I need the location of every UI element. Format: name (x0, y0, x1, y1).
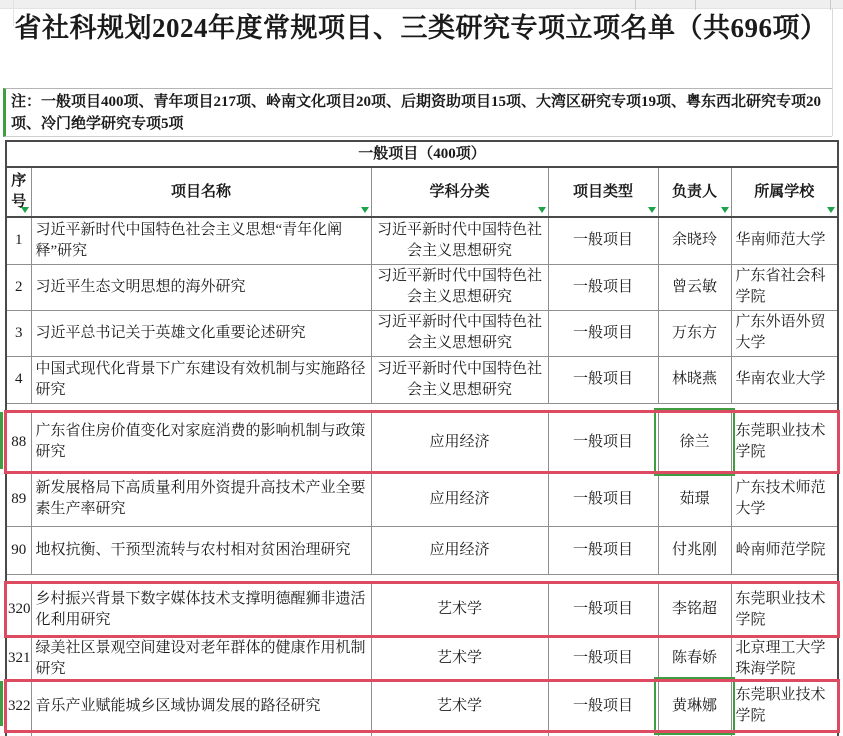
discipline: 应用经济 (371, 412, 548, 472)
leader-name: 黄琳娜 (658, 681, 731, 731)
row-number: 320 (6, 583, 31, 636)
project-name: 中国式现代化背景下广东建设有效机制与实施路径研究 (31, 356, 371, 403)
table-body (6, 217, 838, 736)
filter-dropdown-icon[interactable] (721, 207, 729, 213)
school-name: 华南师范大学 (731, 217, 838, 264)
discipline: 习近平新时代中国特色社会主义思想研究 (371, 310, 548, 356)
col-header-seq (6, 167, 31, 217)
col-header-label: 项目名称 (170, 183, 231, 200)
table-row (6, 264, 838, 310)
section-header-row (6, 141, 838, 167)
hidden-rows-gap (6, 574, 838, 583)
discipline: 习近平新时代中国特色社会主义思想研究 (371, 356, 548, 403)
leader-name: 陈春娇 (658, 636, 731, 681)
projects-table (5, 140, 839, 736)
row-number: 3 (6, 310, 31, 356)
project-type: 一般项目 (548, 681, 658, 731)
partial-bottom-cell (31, 731, 371, 736)
table-row (6, 526, 838, 574)
project-type: 一般项目 (548, 583, 658, 636)
discipline: 应用经济 (371, 472, 548, 526)
filter-dropdown-icon[interactable] (648, 207, 656, 213)
project-name: 地权抗衡、干预型流转与农村相对贫困治理研究 (31, 526, 371, 574)
column-edge-tick (830, 0, 831, 10)
filter-dropdown-icon[interactable] (827, 207, 835, 213)
partial-bottom-row (6, 731, 838, 736)
col-header-leader (658, 167, 731, 217)
leader-name: 万东方 (658, 310, 731, 356)
filter-dropdown-icon[interactable] (361, 207, 369, 213)
table-row (6, 583, 838, 636)
table-row (6, 681, 838, 731)
leader-name: 茹璟 (658, 472, 731, 526)
sheet-right-edge (832, 8, 833, 136)
row-number: 89 (6, 472, 31, 526)
school-name: 东莞职业技术学院 (731, 681, 838, 731)
school-name: 北京理工大学珠海学院 (731, 636, 838, 681)
green-annotation-marker (0, 412, 3, 469)
row-number: 90 (6, 526, 31, 574)
col-header-label: 学科分类 (429, 183, 490, 200)
filter-dropdown-icon[interactable] (21, 207, 29, 213)
row-number: 1 (6, 217, 31, 264)
discipline: 习近平新时代中国特色社会主义思想研究 (371, 217, 548, 264)
green-annotation-marker (0, 681, 3, 726)
table-header-row (6, 167, 838, 217)
school-name: 广东省社会科学院 (731, 264, 838, 310)
project-name: 绿美社区景观空间建设对老年群体的健康作用机制研究 (31, 636, 371, 681)
partial-bottom-cell (6, 731, 31, 736)
project-name: 习近平生态文明思想的海外研究 (31, 264, 371, 310)
table-row (6, 356, 838, 403)
col-header-label: 所属学校 (754, 183, 815, 200)
leader-name: 李铭超 (658, 583, 731, 636)
row-number: 321 (6, 636, 31, 681)
leader-name: 余晓玲 (658, 217, 731, 264)
project-name: 新发展格局下高质量利用外资提升高技术产业全要素生产率研究 (31, 472, 371, 526)
project-name: 习近平总书记关于英雄文化重要论述研究 (31, 310, 371, 356)
discipline: 艺术学 (371, 583, 548, 636)
project-type: 一般项目 (548, 217, 658, 264)
leader-name: 付兆刚 (658, 526, 731, 574)
table-row (6, 217, 838, 264)
table-row (6, 412, 838, 472)
leader-name: 林晓燕 (658, 356, 731, 403)
school-name: 华南农业大学 (731, 356, 838, 403)
table-row (6, 310, 838, 356)
col-header-label: 负责人 (671, 183, 717, 200)
partial-bottom-cell (731, 731, 838, 736)
partial-bottom-cell (371, 731, 548, 736)
school-name: 广东技术师范大学 (731, 472, 838, 526)
column-edge-tick (695, 0, 696, 10)
filter-dropdown-icon[interactable] (538, 207, 546, 213)
project-type: 一般项目 (548, 310, 658, 356)
discipline: 习近平新时代中国特色社会主义思想研究 (371, 264, 548, 310)
project-type: 一般项目 (548, 526, 658, 574)
col-header-project-type (548, 167, 658, 217)
project-name: 音乐产业赋能城乡区域协调发展的路径研究 (31, 681, 371, 731)
project-type: 一般项目 (548, 412, 658, 472)
row-number: 88 (6, 412, 31, 472)
section-title: 一般项目（400项） (6, 141, 838, 167)
col-header-label: 项目类型 (572, 183, 633, 200)
row-number: 2 (6, 264, 31, 310)
col-header-discipline (371, 167, 548, 217)
col-header-project-name (31, 167, 371, 217)
col-header-school (731, 167, 838, 217)
sheet-top-margin (0, 0, 843, 9)
partial-bottom-cell (658, 731, 731, 736)
leader-name: 曾云敏 (658, 264, 731, 310)
discipline: 应用经济 (371, 526, 548, 574)
column-edge-tick (635, 0, 636, 10)
project-type: 一般项目 (548, 636, 658, 681)
partial-bottom-cell (548, 731, 658, 736)
row-number: 4 (6, 356, 31, 403)
project-type: 一般项目 (548, 356, 658, 403)
table-row (6, 636, 838, 681)
note: 注：一般项目400项、青年项目217项、岭南文化项目20项、后期资助项目15项、大湾区研究专项19项、粤东西北研究专项20项、冷门绝学研究专项5项 (3, 88, 832, 137)
project-name: 习近平新时代中国特色社会主义思想“青年化阐释”研究 (31, 217, 371, 264)
school-name: 东莞职业技术学院 (731, 412, 838, 472)
school-name: 岭南师范学院 (731, 526, 838, 574)
col-header-label: 序号 (11, 173, 27, 210)
school-name: 东莞职业技术学院 (731, 583, 838, 636)
project-type: 一般项目 (548, 264, 658, 310)
discipline: 艺术学 (371, 636, 548, 681)
hidden-rows-gap-cell (6, 403, 838, 412)
table-row (6, 472, 838, 526)
hidden-rows-gap (6, 403, 838, 412)
project-name: 乡村振兴背景下数字媒体技术支撑明德醒狮非遗活化利用研究 (31, 583, 371, 636)
project-name: 广东省住房价值变化对家庭消费的影响机制与政策研究 (31, 412, 371, 472)
leader-name: 徐兰 (658, 412, 731, 472)
project-type: 一般项目 (548, 472, 658, 526)
school-name: 广东外语外贸大学 (731, 310, 838, 356)
hidden-rows-gap-cell (6, 574, 838, 583)
page-title: 省社科规划2024年度常规项目、三类研究专项立项名单（共696项） (14, 13, 828, 43)
row-number: 322 (6, 681, 31, 731)
discipline: 艺术学 (371, 681, 548, 731)
